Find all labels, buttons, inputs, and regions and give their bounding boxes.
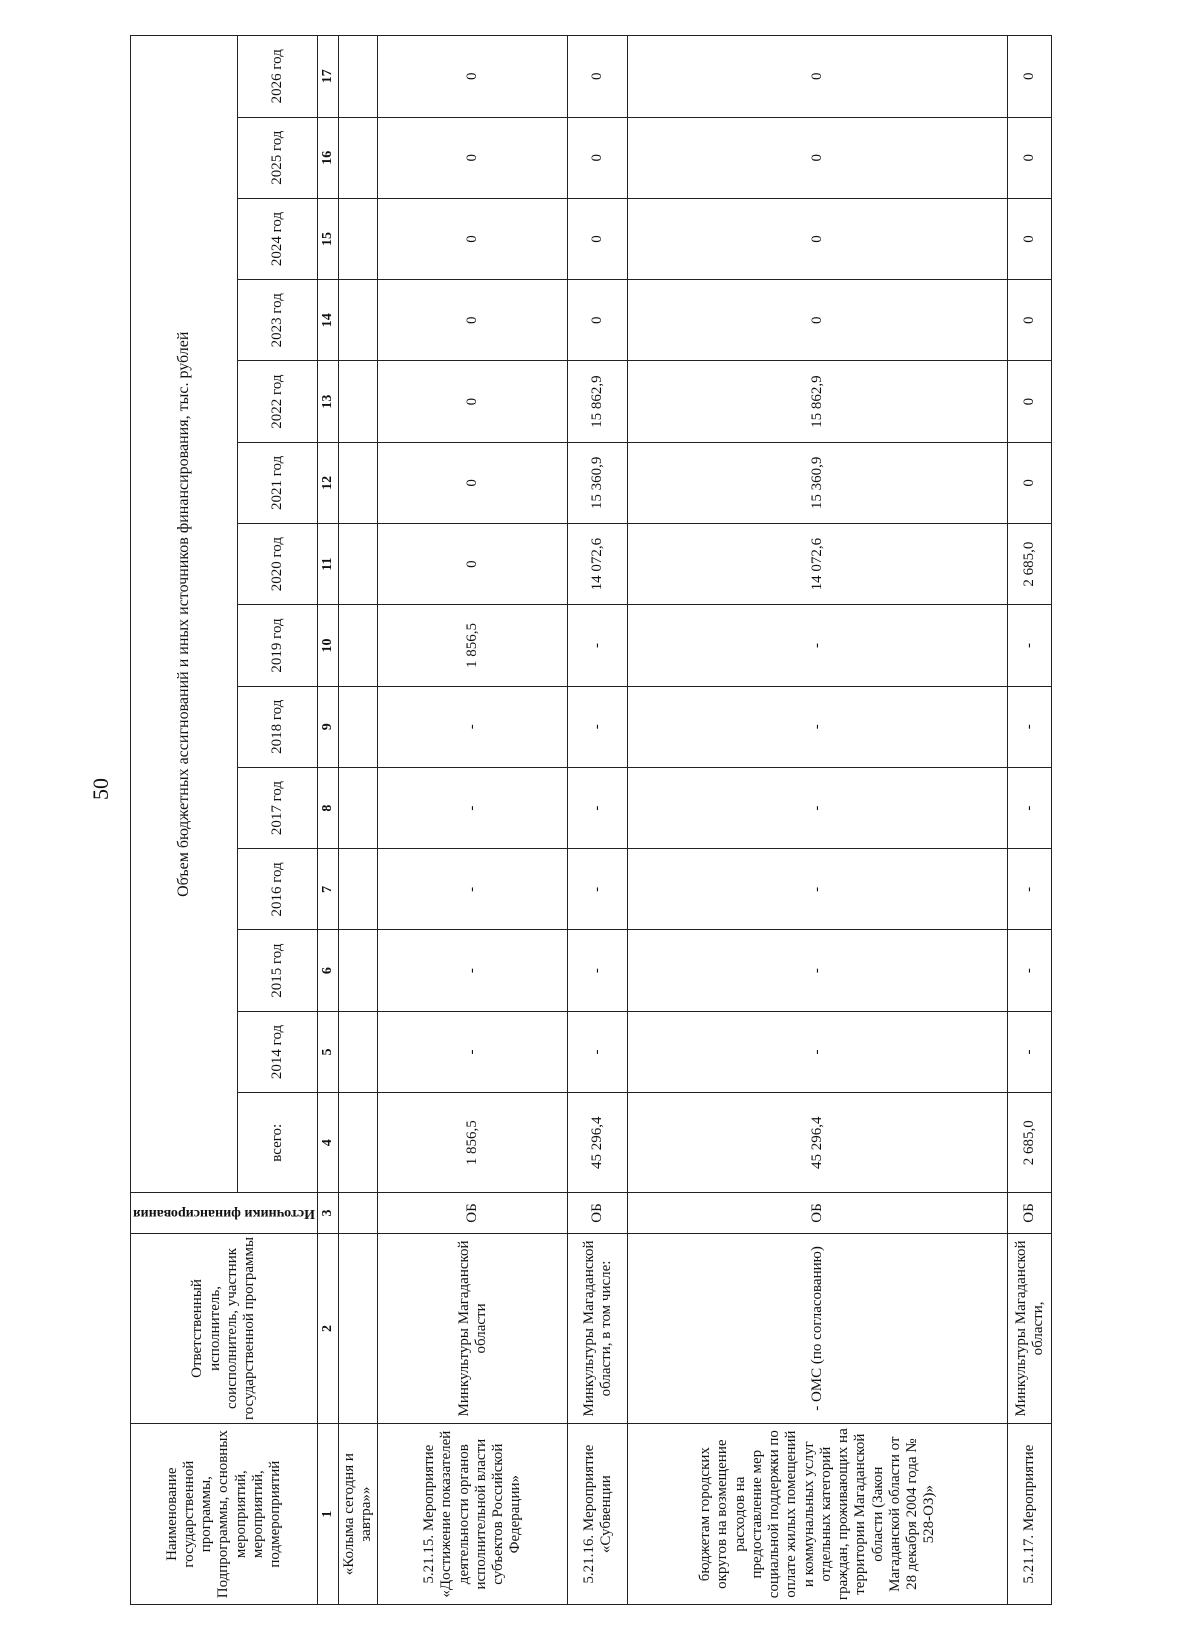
row-value: - [378,767,568,848]
row-source: ОБ [378,1193,568,1233]
row-name: 5.21.17. Мероприятие [1008,1424,1052,1605]
row-value: 0 [568,36,628,118]
header-year: 2022 год [237,361,317,442]
row-value: - [1008,605,1052,686]
row-executor: Минкультуры Магаданской области [378,1233,568,1424]
header-total: всего: [237,1093,317,1193]
row-value: 15 862,9 [568,361,628,442]
row-value: - [1008,930,1052,1011]
row-value: 0 [628,117,1008,198]
header-year: 2017 год [237,767,317,848]
col-number: 3 [317,1193,338,1233]
row-value: 0 [378,442,568,523]
row-value [338,442,378,523]
page-number: 50 [88,778,113,800]
row-value: - [628,767,1008,848]
row-value: 0 [628,280,1008,361]
header-executor: Ответственный исполнитель, соисполнитель, участник государственной программы [131,1233,318,1424]
row-executor: Минкультуры Магаданской области, в том числе: [568,1233,628,1424]
row-value: 15 360,9 [568,442,628,523]
row-value: - [568,930,628,1011]
row-value: 0 [1008,198,1052,279]
row-total: 1 856,5 [378,1093,568,1193]
row-value: - [378,930,568,1011]
row-value [338,361,378,442]
row-value [338,1011,378,1092]
header-year: 2019 год [237,605,317,686]
row-value: 0 [568,280,628,361]
row-value [338,524,378,605]
row-value: - [1008,849,1052,930]
row-value: 15 862,9 [628,361,1008,442]
header-year: 2021 год [237,442,317,523]
row-value: - [568,767,628,848]
col-number: 12 [317,442,338,523]
col-number: 16 [317,117,338,198]
table-row [378,36,568,1605]
row-value: 0 [568,198,628,279]
header-year: 2020 год [237,524,317,605]
table-row [1008,36,1052,1605]
col-number: 11 [317,524,338,605]
row-value: - [628,1011,1008,1092]
row-value: 0 [378,361,568,442]
row-value [338,605,378,686]
col-number: 17 [317,36,338,118]
row-total: 45 296,4 [628,1093,1008,1193]
col-number: 10 [317,605,338,686]
header-source [131,1193,318,1233]
row-value: - [568,849,628,930]
row-executor: - ОМС (по согласованию) [628,1233,1008,1424]
row-value [338,686,378,767]
row-source: ОБ [628,1193,1008,1233]
table-row [628,36,1008,1605]
header-source-label: Источники финансирования [133,1206,315,1222]
header-year: 2026 год [237,36,317,118]
row-value: 0 [568,117,628,198]
header-year: 2014 год [237,1011,317,1092]
row-value: 0 [1008,36,1052,118]
col-number: 8 [317,767,338,848]
row-value [338,36,378,118]
row-executor: Минкультуры Магаданской области, [1008,1233,1052,1424]
header-funding-title: Объем бюджетных ассигнований и иных источников финансирования, тыс. рублей [131,36,238,1193]
row-value [338,117,378,198]
header-year: 2023 год [237,280,317,361]
row-value: - [628,930,1008,1011]
row-value: 0 [378,198,568,279]
row-value: 0 [628,36,1008,118]
row-value: - [568,686,628,767]
row-value: 0 [378,117,568,198]
header-year: 2015 год [237,930,317,1011]
row-name: 5.21.15. Мероприятие «Достижение показателей деятельности органов исполнительной власти субъектов Российской Федерации» [378,1424,568,1605]
col-number: 2 [317,1233,338,1424]
row-value: - [628,605,1008,686]
row-source [338,1193,378,1233]
table-row [568,36,628,1605]
col-number: 1 [317,1424,338,1605]
row-value: - [628,849,1008,930]
row-value: 15 360,9 [628,442,1008,523]
row-value: - [378,849,568,930]
col-number: 5 [317,1011,338,1092]
row-value: 0 [1008,442,1052,523]
row-value [338,930,378,1011]
row-name: 5.21.16. Мероприятие «Субвенции [568,1424,628,1605]
row-name: бюджетам городских округов на возмещение расходов на предоставление мер социальной поддержки по оплате жилых помещений и коммунальных услуг отдельных категорий граждан, проживающих на территории Магаданской области (Закон Магаданской области от 28 декабря 2004 года № 528-ОЗ)» [628,1424,1008,1605]
rotated-table-container [130,35,1050,1605]
row-source: ОБ [568,1193,628,1233]
row-value [338,198,378,279]
row-total [338,1093,378,1193]
row-value: 0 [378,36,568,118]
row-value [338,767,378,848]
row-value: - [568,605,628,686]
row-value: 0 [1008,117,1052,198]
row-name: «Колыма сегодня и завтра»» [338,1424,378,1605]
header-row-1 [131,36,238,1605]
col-number: 14 [317,280,338,361]
table-row [338,36,378,1605]
header-year: 2016 год [237,849,317,930]
row-source: ОБ [1008,1193,1052,1233]
row-value: 0 [628,198,1008,279]
col-number: 4 [317,1093,338,1193]
row-value: - [568,1011,628,1092]
col-number: 13 [317,361,338,442]
row-value: 0 [1008,361,1052,442]
header-year: 2018 год [237,686,317,767]
row-total: 45 296,4 [568,1093,628,1193]
header-name: Наименование государственной программы, Подпрограммы, основных мероприятий, мероприятий, подмероприятий [131,1424,318,1605]
row-value: - [1008,767,1052,848]
row-value: - [378,1011,568,1092]
row-value [338,280,378,361]
row-value: 1 856,5 [378,605,568,686]
row-value: - [378,686,568,767]
row-value: 0 [378,524,568,605]
row-value: 14 072,6 [568,524,628,605]
budget-table [130,35,1052,1605]
column-number-row [317,36,338,1605]
col-number: 15 [317,198,338,279]
header-year: 2024 год [237,198,317,279]
row-executor [338,1233,378,1424]
row-total: 2 685,0 [1008,1093,1052,1193]
header-year: 2025 год [237,117,317,198]
col-number: 6 [317,930,338,1011]
row-value: - [1008,1011,1052,1092]
row-value: 2 685,0 [1008,524,1052,605]
row-value: 14 072,6 [628,524,1008,605]
row-value: - [628,686,1008,767]
row-value: 0 [1008,280,1052,361]
row-value: 0 [378,280,568,361]
col-number: 7 [317,849,338,930]
row-value [338,849,378,930]
row-value: - [1008,686,1052,767]
col-number: 9 [317,686,338,767]
